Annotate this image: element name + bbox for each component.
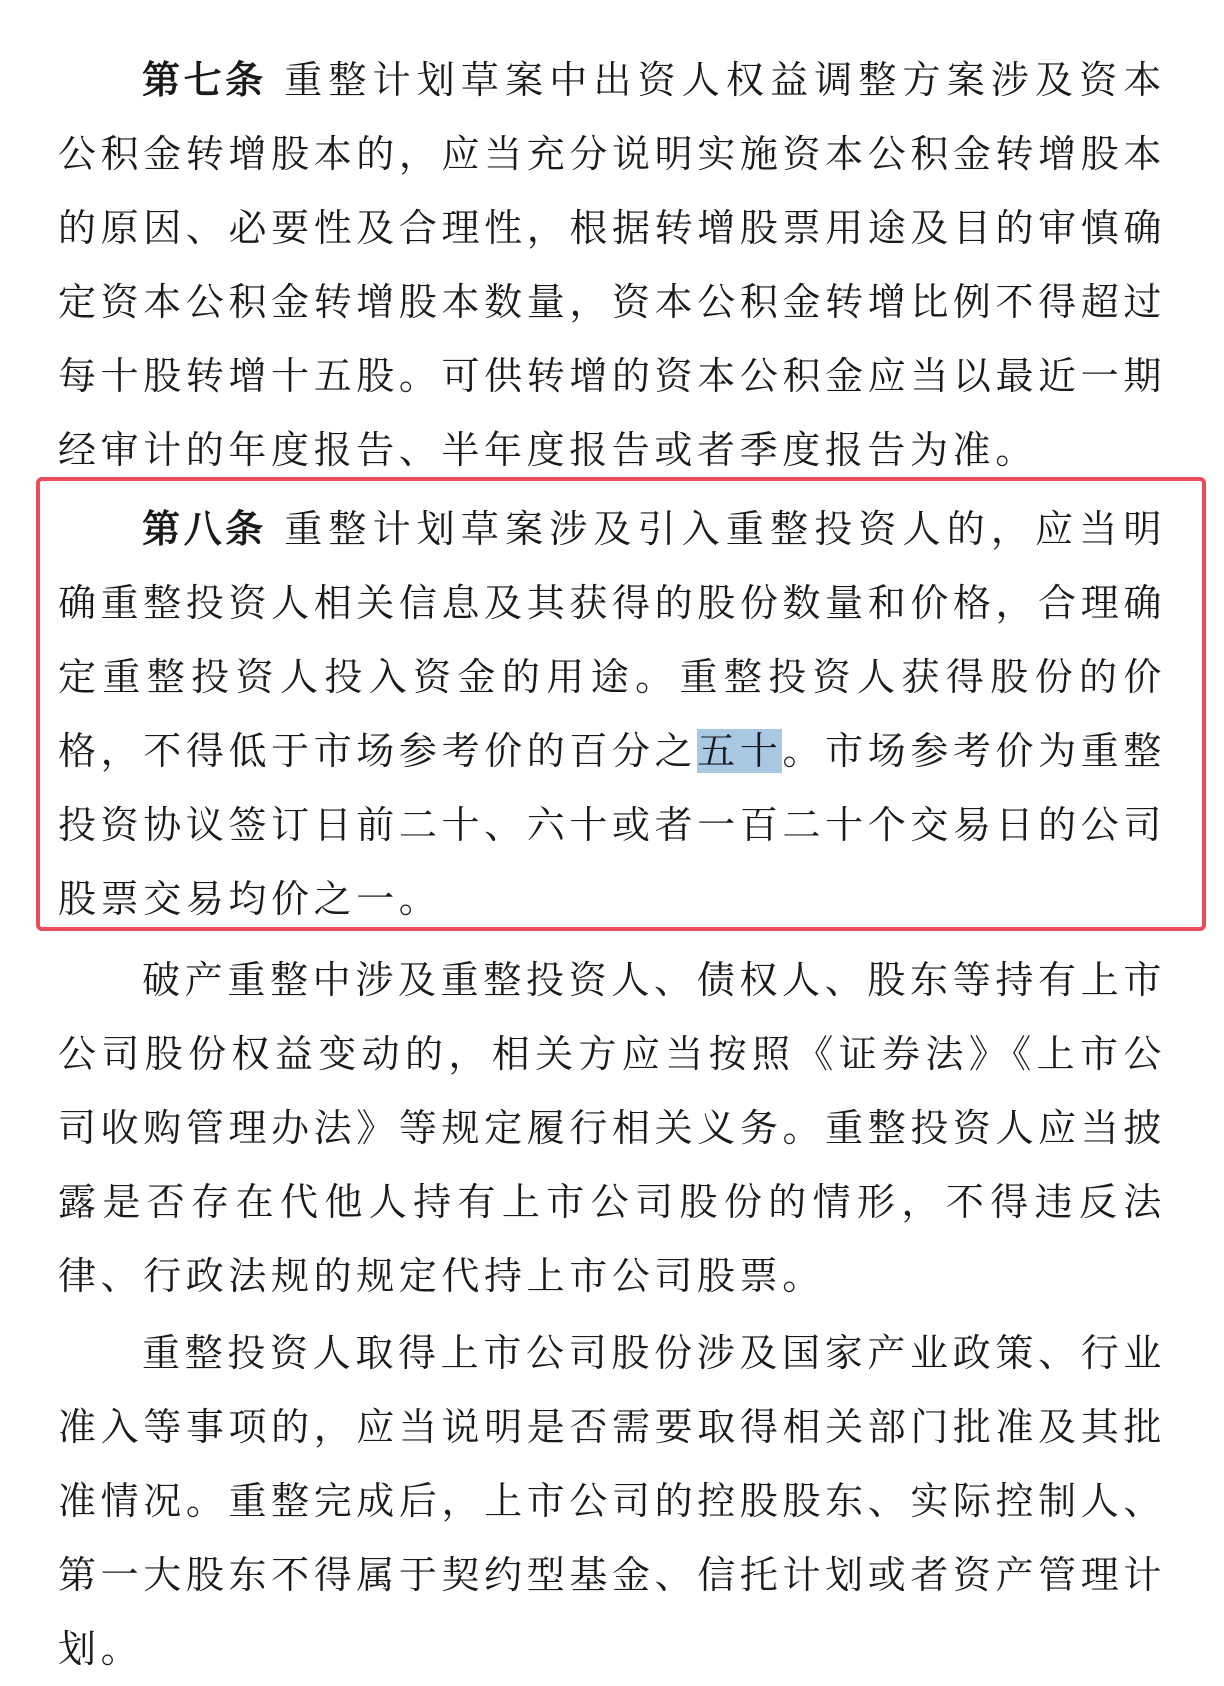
article-7-heading: 第七条 bbox=[142, 57, 267, 102]
paragraph-industry-policy: 重整投资人取得上市公司股份涉及国家产业政策、行业准入等事项的，应当说明是否需要取得相关部门批准及其批准情况。重整完成后，上市公司的控股股东、实际控制人、第一大股东不得属于契约型基金、信托计划或者资产管理计划。 bbox=[58, 1331, 1166, 1671]
selected-text-highlight[interactable]: 五十 bbox=[697, 729, 783, 773]
article-8-paragraph bbox=[58, 492, 1166, 936]
article-8-text-after: 。市场参考价为重整投资协议签订日前二十、六十或者一百二十个交易日的公司股票交易均价之一。 bbox=[58, 729, 1166, 921]
article-7-paragraph bbox=[58, 43, 1166, 487]
article-7-text: 重整计划草案中出资人权益调整方案涉及资本公积金转增股本的，应当充分说明实施资本公积金转增股本的原因、必要性及合理性，根据转增股票用途及目的审慎确定资本公积金转增股本数量，资本公积金转增比例不得超过每十股转增十五股。可供转增的资本公积金应当以最近一期经审计的年度报告、半年度报告或者季度报告为准。 bbox=[58, 58, 1166, 472]
paragraph-equity-change: 破产重整中涉及重整投资人、债权人、股东等持有上市公司股份权益变动的，相关方应当按照《证券法》《上市公司收购管理办法》等规定履行相关义务。重整投资人应当披露是否存在代他人持有上市公司股份的情形，不得违反法律、行政法规的规定代持上市公司股票。 bbox=[58, 958, 1166, 1298]
article-8-text-before: 重整计划草案涉及引入重整投资人的，应当明确重整投资人相关信息及其获得的股份数量和价格，合理确定重整投资人投入资金的用途。重整投资人获得股份的价格，不得低于市场参考价的百分之 bbox=[58, 507, 1166, 773]
article-8-heading: 第八条 bbox=[142, 506, 267, 551]
